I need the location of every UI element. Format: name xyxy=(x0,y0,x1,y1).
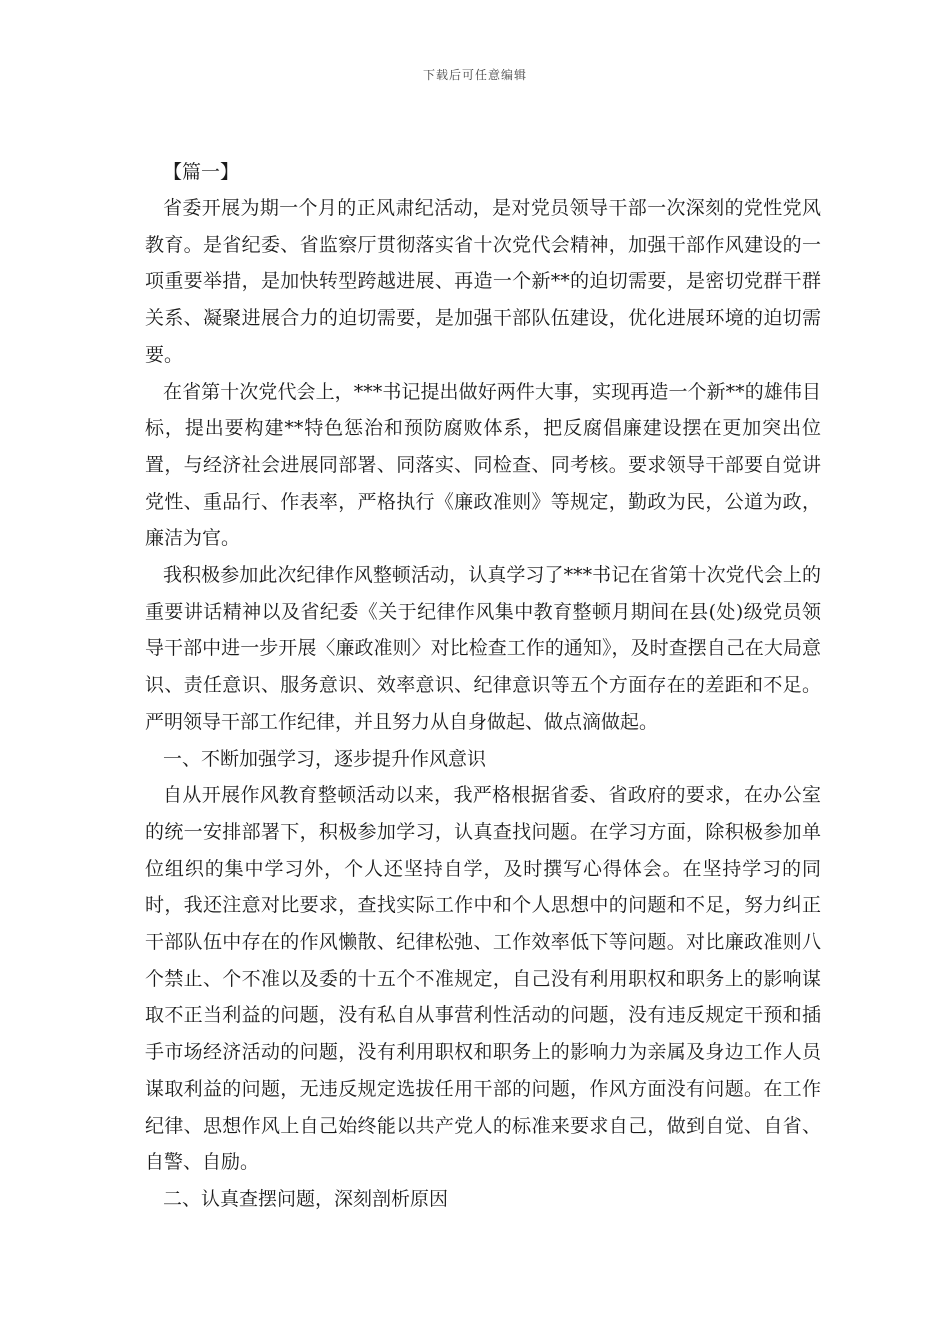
document-body xyxy=(145,154,821,1218)
section-title: 【篇一】 xyxy=(163,161,240,183)
heading-1: 一、不断加强学习，逐步提升作风意识 xyxy=(163,747,487,770)
paragraph-4: 自从开展作风教育整顿活动以来，我严格根据省委、省政府的要求，在办公室的统一安排部署下，积极参加学习，认真查找问题。在学习方面，除积极参加单位组织的集中学习外，个人还坚持自学，及时撰写心得体会。在坚持学习的同时，我还注意对比要求，查找实际工作中和个人思想中的问题和不足，努力纠正干部队伍中存在的作风懒散、纪律松弛、工作效率低下等问题。对比廉政准则八个禁止、个不准以及委的十五个不准规定，自己没有利用职权和职务上的影响谋取不正当利益的问题，没有私自从事营利性活动的问题，没有违反规定干预和插手市场经济活动的问题，没有利用职权和职务上的影响力为亲属及身边工作人员谋取利益的问题，无违反规定选拔任用干部的问题，作风方面没有问题。在工作纪律、思想作风上自己始终能以共产党人的标准来要求自己，做到自觉、自省、自警、自励。 xyxy=(145,784,821,1174)
page-header: 下载后可任意编辑 xyxy=(422,68,527,82)
paragraph-1: 省委开展为期一个月的正风肃纪活动，是对党员领导干部一次深刻的党性党风教育。是省纪委、省监察厅贯彻落实省十次党代会精神，加强干部作风建设的一项重要举措，是加快转型跨越进展、再造一个新**的迫切需要，是密切党群干群关系、凝聚进展合力的迫切需要，是加强干部队伍建设，优化进展环境的迫切需要。 xyxy=(145,197,821,366)
paragraph-2: 在省第十次党代会上，***书记提出做好两件大事，实现再造一个新**的雄伟目标，提出要构建**特色惩治和预防腐败体系，把反腐倡廉建设摆在更加突出位置，与经济社会进展同部署、同落实、同检查、同考核。要求领导干部要自觉讲党性、重品行、作表率，严格执行《廉政准则》等规定，勤政为民，公道为政，廉洁为官。 xyxy=(145,380,821,550)
heading-2: 二、认真查摆问题，深刻剖析原因 xyxy=(163,1187,449,1210)
paragraph-3: 我积极参加此次纪律作风整顿活动，认真学习了***书记在省第十次党代会上的重要讲话精神以及省纪委《关于纪律作风集中教育整顿月期间在县(处)级党员领导干部中进一步开展〈廉政准则〉对比检查工作的通知》，及时查摆自己在大局意识、责任意识、服务意识、效率意识、纪律意识等五个方面存在的差距和不足。严明领导干部工作纪律，并且努力从自身做起、做点滴做起。 xyxy=(145,564,821,733)
